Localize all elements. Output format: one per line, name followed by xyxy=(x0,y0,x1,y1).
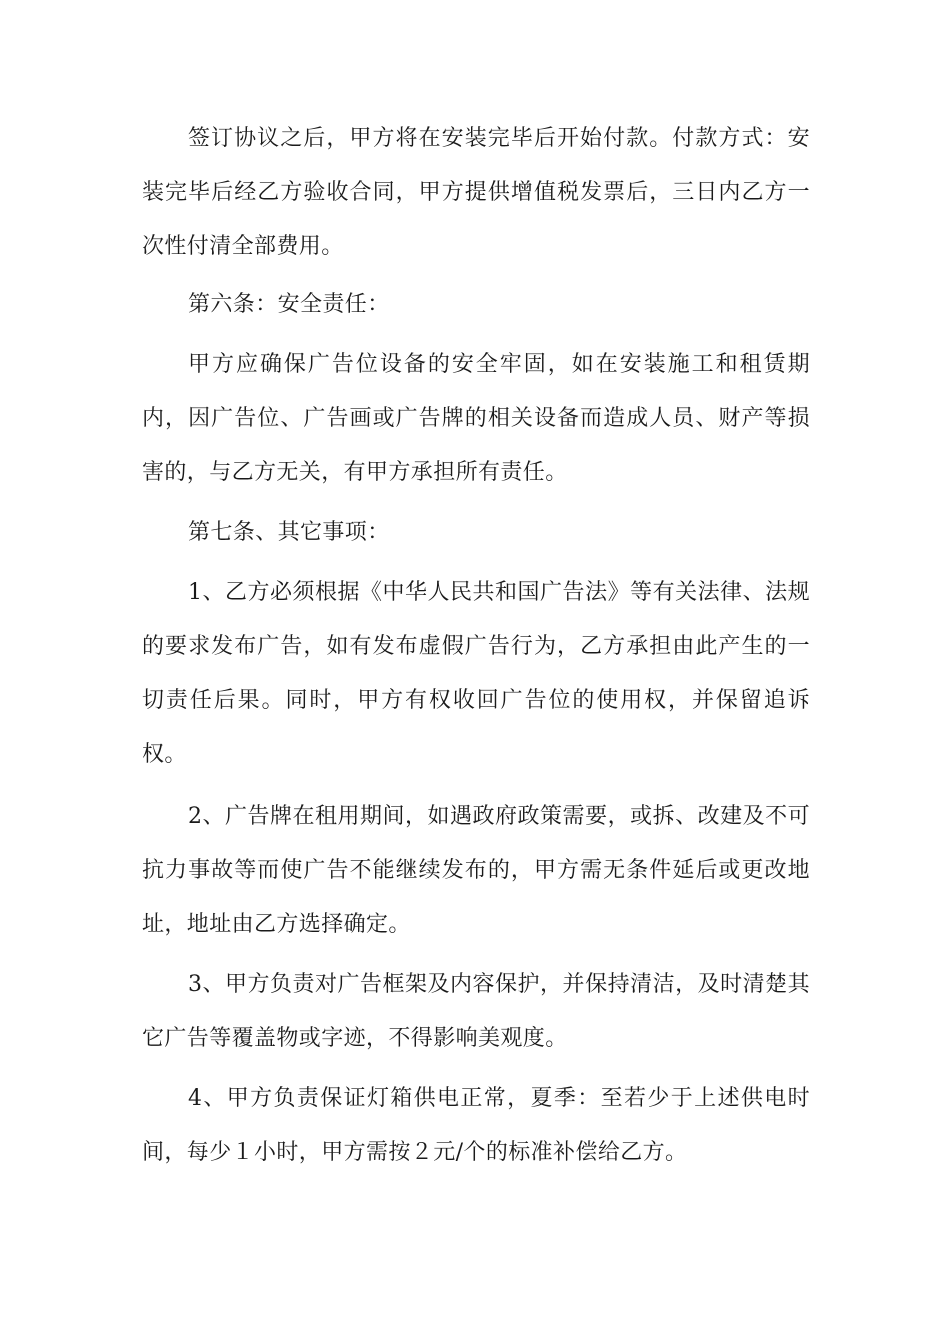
heading-article-6: 第六条：安全责任： xyxy=(188,292,390,317)
paragraph-item-3: 3、甲方负责对广告框架及内容保护，并保持清洁，及时清楚其它广告等覆盖物或字迹，不得影响美观度。 xyxy=(142,972,810,1051)
paragraph-item-1: 1、乙方必须根据《中华人民共和国广告法》等有关法律、法规的要求发布广告，如有发布虚假广告行为，乙方承担由此产生的一切责任后果。同时，甲方有权收回广告位的使用权，并保留追诉权。 xyxy=(142,580,810,767)
paragraph-item-2: 2、广告牌在租用期间，如遇政府政策需要，或拆、改建及不可抗力事故等而使广告不能继续发布的，甲方需无条件延后或更改地址，地址由乙方选择确定。 xyxy=(142,804,810,937)
paragraph-item-4: 4、甲方负责保证灯箱供电正常，夏季：至若少于上述供电时间，每少１小时，甲方需按２元/个的标准补偿给乙方。 xyxy=(142,1086,810,1165)
heading-article-7: 第七条、其它事项： xyxy=(188,520,390,545)
paragraph-payment-terms: 签订协议之后，甲方将在安装完毕后开始付款。付款方式：安装完毕后经乙方验收合同，甲方提供增值税发票后，三日内乙方一次性付清全部费用。 xyxy=(142,126,810,259)
paragraph-safety-responsibility: 甲方应确保广告位设备的安全牢固，如在安装施工和租赁期内，因广告位、广告画或广告牌的相关设备而造成人员、财产等损害的，与乙方无关，有甲方承担所有责任。 xyxy=(142,352,810,485)
